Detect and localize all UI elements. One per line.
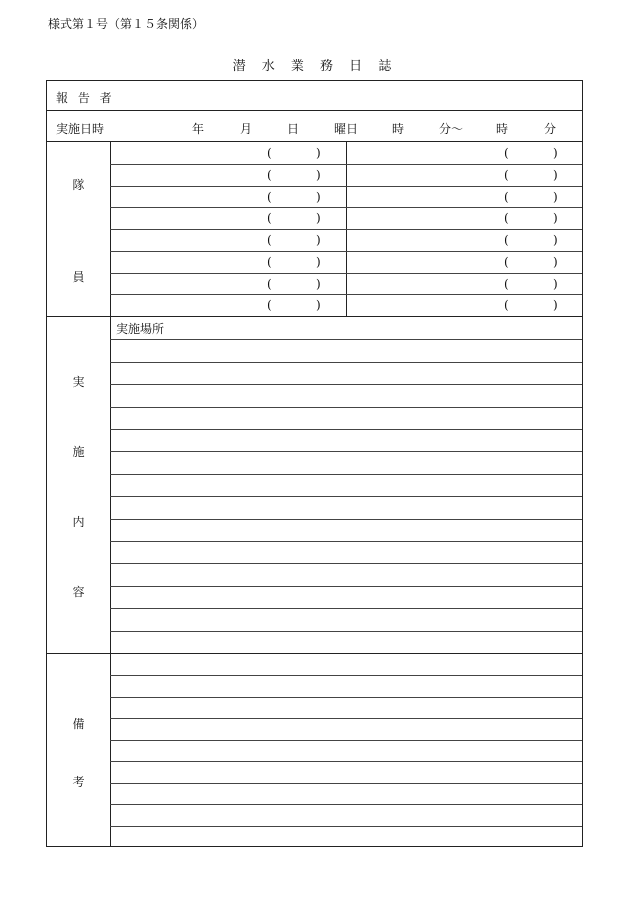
content-label-3: 内 <box>72 515 85 529</box>
content-row-divider <box>110 586 582 587</box>
member-row-divider <box>110 273 582 274</box>
remarks-label-1: 備 <box>72 717 85 731</box>
member-paren-open: ( <box>504 211 509 225</box>
content-row-divider <box>110 407 582 408</box>
member-paren-close: ) <box>316 146 321 160</box>
content-row-divider <box>110 362 582 363</box>
content-row-divider <box>110 451 582 452</box>
member-row-divider <box>110 207 582 208</box>
member-paren-open: ( <box>504 233 509 247</box>
reporter-row <box>47 81 582 111</box>
member-paren-close: ) <box>553 190 558 204</box>
member-paren-close: ) <box>316 233 321 247</box>
content-row-divider <box>110 631 582 632</box>
remarks-row-divider <box>110 826 582 827</box>
member-row-divider <box>110 186 582 187</box>
member-paren-close: ) <box>553 211 558 225</box>
weekday-label: 曜日 <box>334 122 359 136</box>
content-section <box>47 317 582 654</box>
member-paren-close: ) <box>553 146 558 160</box>
content-row-divider <box>110 563 582 564</box>
content-row-divider <box>110 608 582 609</box>
member-paren-open: ( <box>267 190 272 204</box>
member-row-divider <box>110 229 582 230</box>
member-row-divider <box>110 294 582 295</box>
year-label: 年 <box>192 122 205 136</box>
member-paren-close: ) <box>553 168 558 182</box>
member-paren-open: ( <box>267 277 272 291</box>
diving-log-form <box>46 80 583 847</box>
member-paren-open: ( <box>504 190 509 204</box>
member-paren-open: ( <box>267 211 272 225</box>
member-row-divider <box>110 251 582 252</box>
members-label-top: 隊 <box>72 178 85 192</box>
member-row-divider <box>110 164 582 165</box>
member-paren-close: ) <box>316 168 321 182</box>
remarks-row-divider <box>110 675 582 676</box>
place-label: 実施場所 <box>116 322 165 336</box>
member-paren-open: ( <box>504 168 509 182</box>
member-paren-close: ) <box>553 277 558 291</box>
form-number: 様式第１号（第１５条関係） <box>48 17 205 31</box>
members-label-bottom: 員 <box>72 270 85 284</box>
member-paren-close: ) <box>316 190 321 204</box>
member-paren-open: ( <box>267 168 272 182</box>
content-label-4: 容 <box>72 585 85 599</box>
member-paren-open: ( <box>504 298 509 312</box>
month-label: 月 <box>240 122 253 136</box>
member-paren-close: ) <box>316 255 321 269</box>
start-hour-label: 時 <box>392 122 405 136</box>
content-row-divider <box>110 384 582 385</box>
member-paren-close: ) <box>553 233 558 247</box>
member-paren-open: ( <box>267 233 272 247</box>
remarks-row-divider <box>110 697 582 698</box>
member-paren-close: ) <box>553 298 558 312</box>
member-paren-open: ( <box>504 146 509 160</box>
member-paren-close: ) <box>316 298 321 312</box>
content-row-divider <box>110 429 582 430</box>
content-row-divider <box>110 339 582 340</box>
end-minute-label: 分 <box>544 122 557 136</box>
content-label-2: 施 <box>72 445 85 459</box>
member-paren-open: ( <box>267 255 272 269</box>
remarks-row-divider <box>110 740 582 741</box>
content-row-divider <box>110 519 582 520</box>
content-label-1: 実 <box>72 375 85 389</box>
date-label: 実施日時 <box>56 122 105 136</box>
remarks-section <box>47 654 582 847</box>
content-row-divider <box>110 474 582 475</box>
end-hour-label: 時 <box>496 122 509 136</box>
date-row <box>47 111 582 142</box>
content-row-divider <box>110 541 582 542</box>
day-label: 日 <box>287 122 300 136</box>
reporter-label: 報 告 者 <box>56 91 115 105</box>
remarks-row-divider <box>110 804 582 805</box>
member-paren-open: ( <box>267 146 272 160</box>
members-section <box>47 142 582 317</box>
member-paren-close: ) <box>316 211 321 225</box>
member-paren-close: ) <box>553 255 558 269</box>
start-minute-label: 分～ <box>439 122 464 136</box>
remarks-row-divider <box>110 718 582 719</box>
remarks-row-divider <box>110 783 582 784</box>
member-paren-open: ( <box>504 277 509 291</box>
content-row-divider <box>110 496 582 497</box>
member-paren-open: ( <box>504 255 509 269</box>
member-paren-close: ) <box>316 277 321 291</box>
remarks-row-divider <box>110 761 582 762</box>
page-title: 潜 水 業 務 日 誌 <box>232 59 398 74</box>
remarks-label-2: 考 <box>72 775 85 789</box>
member-paren-open: ( <box>267 298 272 312</box>
